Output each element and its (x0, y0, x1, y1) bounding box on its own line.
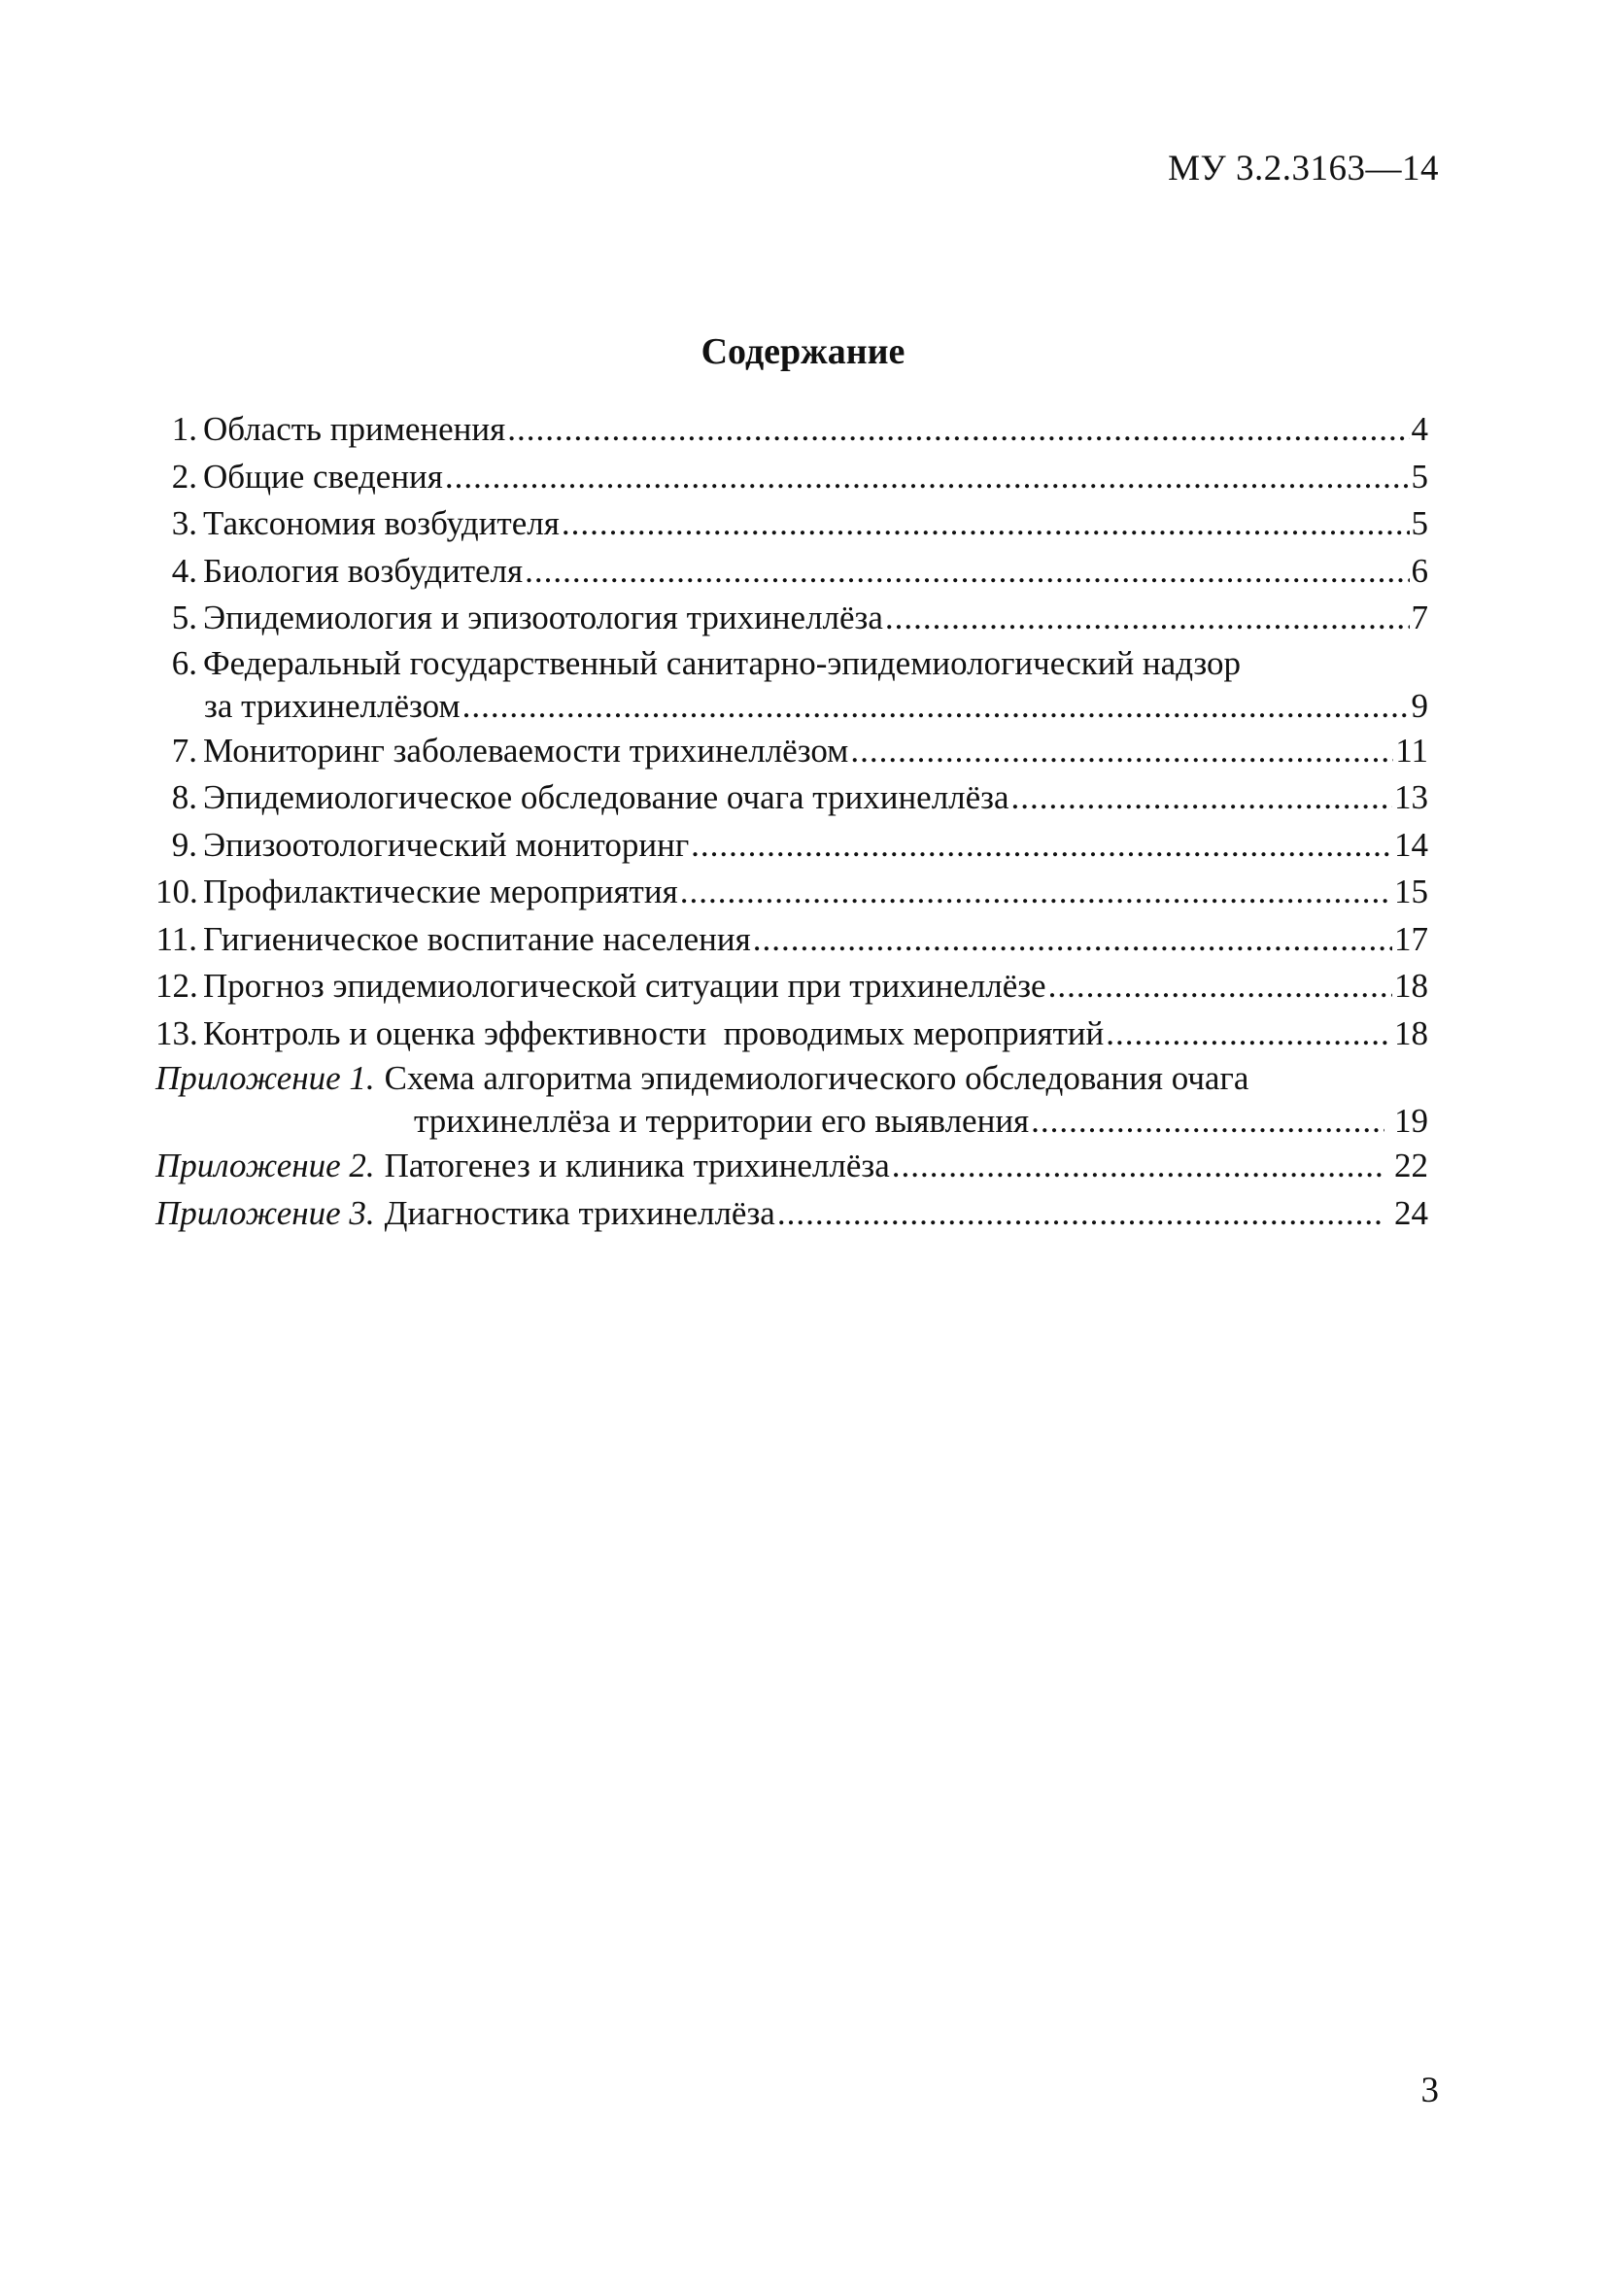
toc-item-title: Общие сведения (203, 457, 443, 496)
appendix-title: Патогенез и клиника трихинеллёза (384, 1147, 890, 1184)
toc-item-number: 10. (155, 873, 198, 910)
toc-item-number: 7. (171, 731, 197, 770)
toc-item-line (155, 642, 1428, 685)
toc-item-page: 24 (1394, 1193, 1428, 1232)
toc-item-number: 1. (171, 410, 197, 448)
toc-item[interactable] (155, 822, 1428, 870)
toc-item[interactable] (155, 406, 1428, 454)
toc-item-line (155, 685, 1428, 728)
toc-leader-dots (507, 406, 1409, 454)
toc-item[interactable] (155, 869, 1428, 916)
appendix-title: Схема алгоритма эпидемиологического обследования очага (384, 1059, 1249, 1097)
toc-item-number: 2. (171, 457, 197, 496)
toc-appendix[interactable] (155, 1190, 1428, 1238)
toc-item-number: 5. (171, 599, 197, 636)
toc-item-page: 18 (1394, 1013, 1428, 1052)
toc-item-title: Федеральный государственный санитарно-эпидемиологический надзор (203, 643, 1242, 682)
toc-item-title: Эпидемиология и эпизоотология трихинеллёза (203, 599, 883, 636)
toc-item-page: 11 (1395, 731, 1428, 770)
toc-item-title: Контроль и оценка эффективности проводимых мероприятий (203, 1013, 1105, 1052)
appendix-label: Приложение 3. (155, 1193, 375, 1232)
toc-leader-dots (1048, 963, 1392, 1011)
toc-item-title: Биология возбудителя (203, 551, 524, 590)
toc-item-page: 6 (1411, 551, 1428, 590)
appendix-label: Приложение 1. (155, 1059, 375, 1097)
appendix-title-continuation: трихинеллёза и территории его выявления (414, 1102, 1030, 1140)
toc-leader-dots (850, 728, 1393, 775)
toc-item-page: 18 (1394, 967, 1428, 1005)
toc-item-title: Прогноз эпидемиологической ситуации при трихинеллёзе (203, 967, 1046, 1005)
toc-item-page: 13 (1394, 778, 1428, 816)
toc-item-number: 12. (155, 967, 198, 1005)
toc-item-page: 19 (1394, 1102, 1428, 1140)
toc-title: Содержание (700, 331, 906, 372)
toc-item-line (155, 1057, 1428, 1100)
toc-item-multiline[interactable] (155, 642, 1428, 728)
toc-item-page: 4 (1411, 410, 1428, 448)
toc-appendix-multiline[interactable] (155, 1057, 1428, 1143)
toc-item-page: 9 (1411, 686, 1428, 725)
toc-item-title: Область применения (203, 410, 506, 448)
toc-item[interactable] (155, 454, 1428, 501)
toc-item-title: Эпизоотологический мониторинг (203, 825, 690, 864)
toc-item[interactable] (155, 728, 1428, 775)
document-code: МУ 3.2.3163—14 (1168, 149, 1439, 188)
toc-leader-dots (892, 1143, 1384, 1190)
toc-leader-dots (562, 500, 1410, 548)
toc-item[interactable] (155, 963, 1428, 1011)
toc-item-line (155, 1100, 1428, 1143)
toc-leader-dots (462, 685, 1410, 728)
toc-item[interactable] (155, 1011, 1428, 1058)
toc-item-page: 7 (1411, 599, 1428, 636)
toc-item-page: 22 (1394, 1147, 1428, 1184)
toc-item-number: 8. (171, 778, 197, 816)
toc-item-page: 17 (1394, 919, 1428, 958)
toc-item[interactable] (155, 774, 1428, 822)
toc-item-page: 15 (1394, 873, 1428, 910)
toc-item-page: 5 (1411, 504, 1428, 542)
toc-item-page: 14 (1394, 825, 1428, 864)
toc-item-page: 5 (1411, 457, 1428, 496)
toc-leader-dots (680, 869, 1392, 916)
toc-item-title: Эпидемиологическое обследование очага трихинеллёза (203, 778, 1009, 816)
toc-item-title: Мониторинг заболеваемости трихинеллёзом (203, 731, 849, 770)
toc-appendix[interactable] (155, 1143, 1428, 1190)
toc-leader-dots (777, 1190, 1384, 1238)
toc-item[interactable] (155, 916, 1428, 964)
toc-leader-dots (1031, 1100, 1384, 1143)
toc-leader-dots (691, 822, 1392, 870)
toc-item-number: 13. (155, 1013, 198, 1052)
toc-leader-dots (525, 548, 1409, 596)
toc-item-title: Профилактические мероприятия (203, 873, 678, 910)
page-number: 3 (1420, 2071, 1439, 2110)
toc-item[interactable] (155, 595, 1428, 642)
appendix-label: Приложение 2. (155, 1147, 375, 1184)
toc-item-title: Гигиеническое воспитание населения (203, 919, 751, 958)
toc-leader-dots (1106, 1011, 1392, 1058)
toc-item-number: 4. (171, 551, 197, 590)
toc-item-number: 9. (171, 825, 197, 864)
appendix-title: Диагностика трихинеллёза (384, 1193, 775, 1232)
toc-leader-dots (753, 916, 1392, 964)
toc-item-number: 11. (155, 919, 197, 958)
toc-item[interactable] (155, 548, 1428, 596)
toc-item[interactable] (155, 500, 1428, 548)
toc-leader-dots (885, 595, 1410, 642)
toc-item-number: 6. (171, 643, 197, 682)
toc-item-title-continuation: за трихинеллёзом (204, 686, 461, 725)
toc-item-number: 3. (171, 504, 197, 542)
toc-leader-dots (1011, 774, 1392, 822)
toc-item-title: Таксономия возбудителя (203, 504, 560, 542)
toc-leader-dots (445, 454, 1410, 501)
table-of-contents (155, 406, 1428, 1237)
